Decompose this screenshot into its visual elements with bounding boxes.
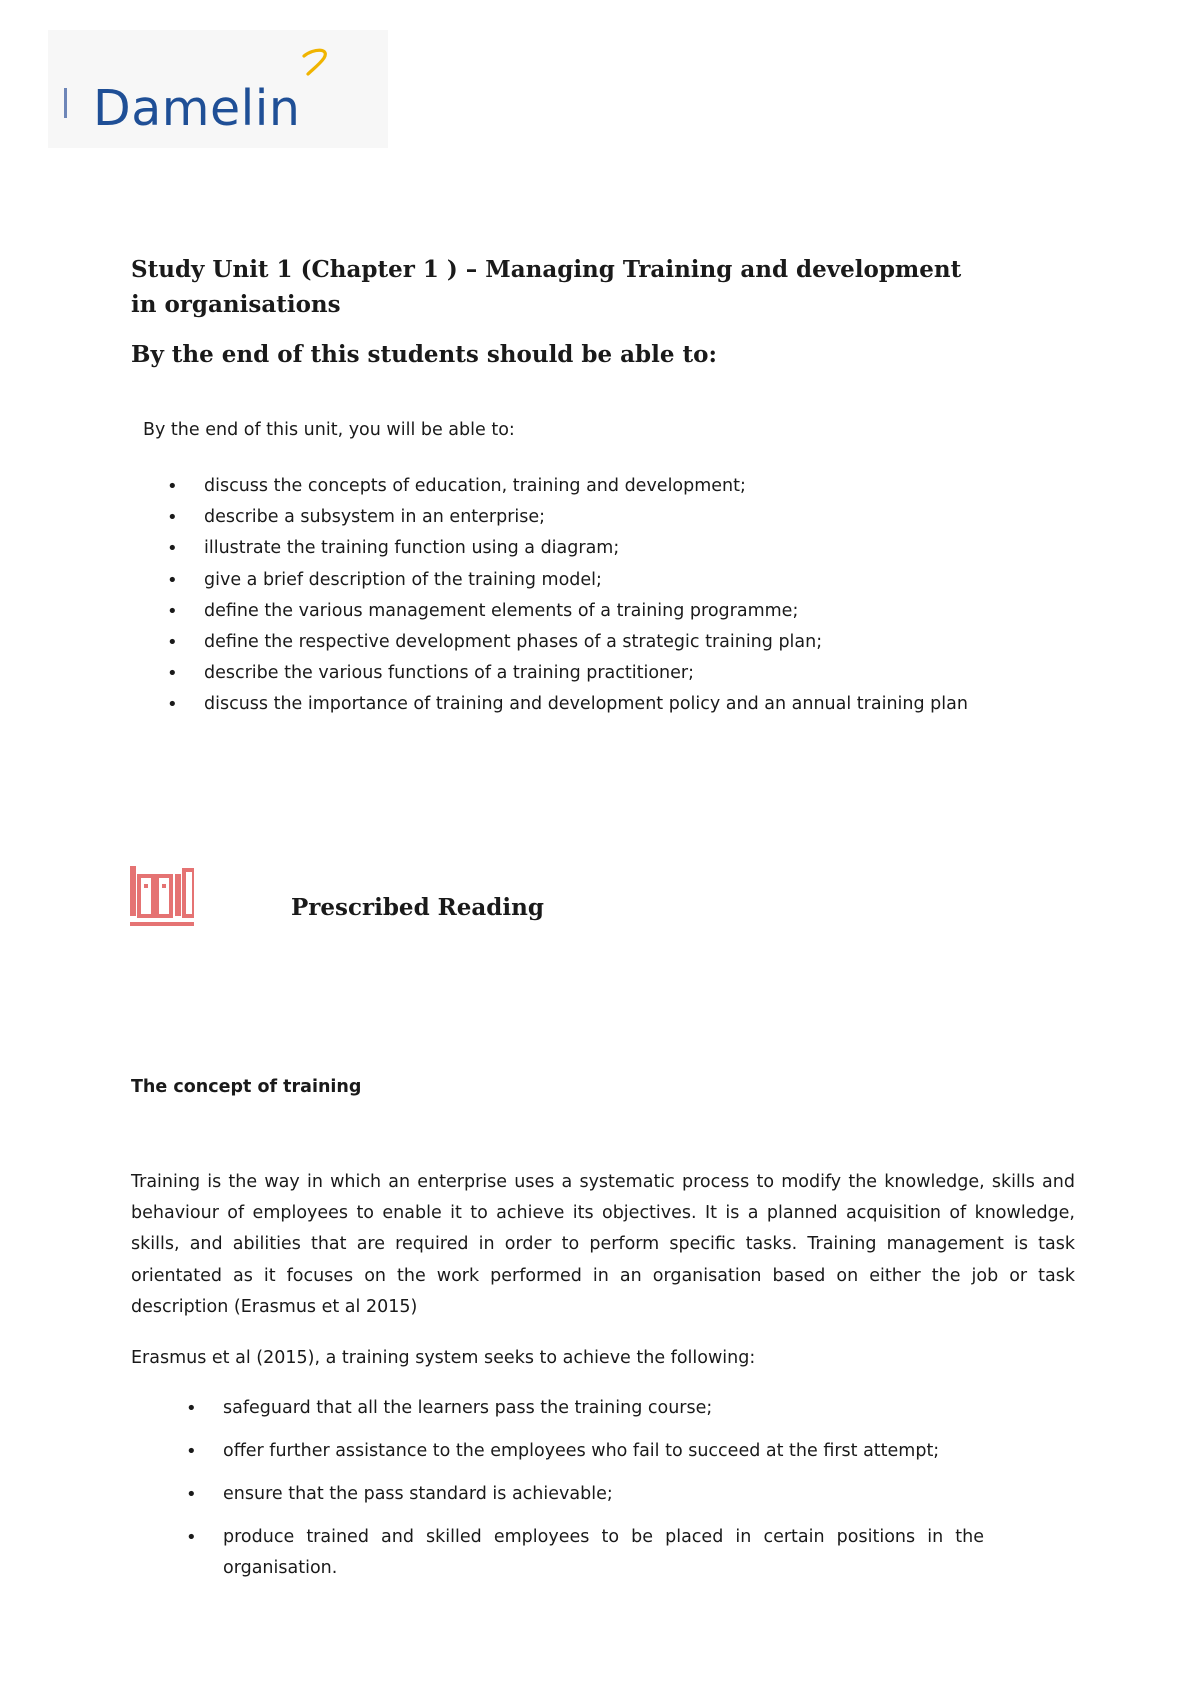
logo-wordmark: Damelin (93, 80, 301, 137)
list-item: • produce trained and skilled employees to be placed in certain positions in the organisation. (176, 1522, 984, 1584)
list-item: • illustrate the training function using a diagram; (157, 533, 1057, 564)
list-item: • discuss the concepts of education, training and development; (157, 471, 1057, 502)
damelin-swoosh-icon (300, 46, 340, 76)
goals-lead-text: Erasmus et al (2015), a training system seeks to achieve the following: (131, 1348, 756, 1368)
list-item: • describe the various functions of a training practitioner; (157, 658, 1057, 689)
page-title: Study Unit 1 (Chapter 1 ) – Managing Training and development in organisations (131, 256, 962, 318)
logo-divider (64, 88, 67, 118)
list-item: • safeguard that all the learners pass the training course; (176, 1393, 984, 1424)
list-item: • give a brief description of the training model; (157, 565, 1057, 596)
books-icon (130, 866, 194, 930)
list-item: • ensure that the pass standard is achievable; (176, 1479, 984, 1510)
intro-text: By the end of this unit, you will be able to: (143, 420, 515, 440)
objectives-subtitle: By the end of this students should be able to: (131, 341, 717, 368)
body-paragraph: Training is the way in which an enterprise uses a systematic process to modify the knowledge, skills and behaviour of employees to enable it to achieve its objectives. It is a planned acquisition of knowledge, skills, and abilities that are required in order to perform specific tasks. Training management is task orientated as it focuses on the work performed in an organisation based on either the job or task description (Erasmus et al 2015) (131, 1172, 1075, 1317)
prescribed-reading-heading: Prescribed Reading (291, 894, 544, 921)
objectives-list (157, 471, 1057, 721)
list-item: • offer further assistance to the employees who fail to succeed at the first attempt; (176, 1436, 984, 1467)
list-item: • define the respective development phases of a strategic training plan; (157, 627, 1057, 658)
damelin-logo (48, 30, 388, 148)
section-heading: The concept of training (131, 1077, 362, 1097)
goals-list (176, 1393, 984, 1596)
list-item: • describe a subsystem in an enterprise; (157, 502, 1057, 533)
list-item: • discuss the importance of training and development policy and an annual training plan (157, 689, 1057, 720)
list-item: • define the various management elements of a training programme; (157, 596, 1057, 627)
